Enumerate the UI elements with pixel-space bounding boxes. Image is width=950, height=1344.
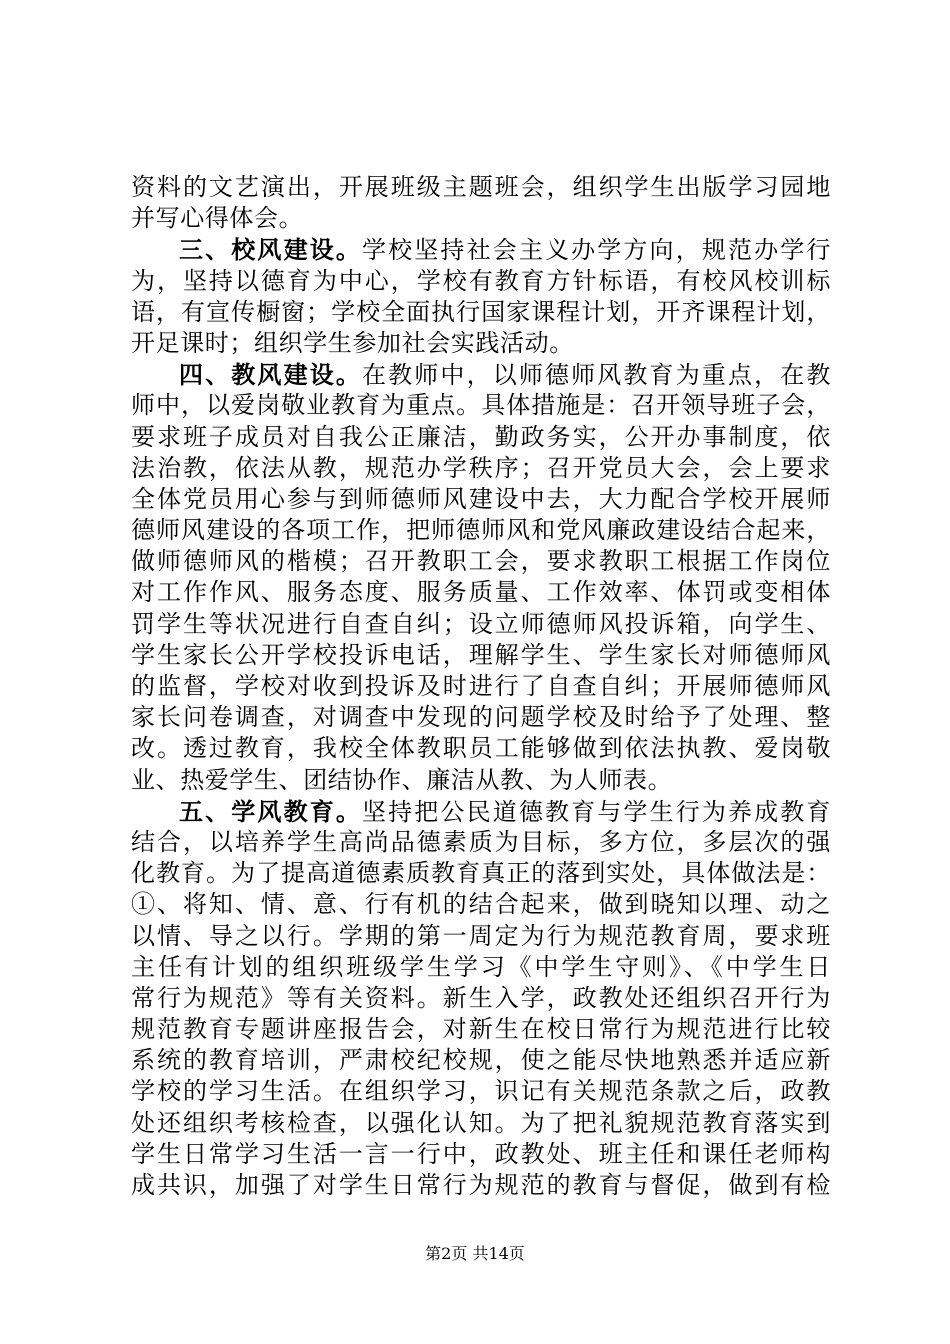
body-text-line	[131, 1139, 831, 1170]
document-body	[131, 172, 831, 1201]
body-text-line	[131, 328, 831, 359]
line-text: 语，有宣传橱窗；学校全面执行国家课程计划，开齐课程计划，	[131, 297, 831, 326]
body-text-line	[131, 1014, 831, 1045]
section-heading: 四、教风建设。	[179, 360, 362, 390]
body-text-line	[131, 733, 831, 764]
body-text-line	[131, 546, 831, 577]
section-heading-line	[131, 234, 831, 265]
line-text: 全体党员用心参与到师德师风建设中去，大力配合学校开展师	[131, 484, 831, 513]
line-text: 家长问卷调查，对调查中发现的问题学校及时给予了处理、整	[131, 703, 831, 732]
line-text: 主任有计划的组织班级学生学习《中学生守则》、《中学生日	[131, 952, 831, 981]
line-text: 学生家长公开学校投诉电话，理解学生、学生家长对师德师风	[131, 640, 831, 669]
body-text-line	[131, 702, 831, 733]
body-text-line	[131, 921, 831, 952]
line-text: 学校的学习生活。在组织学习，识记有关规范条款之后，政教	[131, 1077, 831, 1106]
body-text-line	[131, 952, 831, 983]
line-text: 德师风建设的各项工作，把师德师风和党风廉政建设结合起来，	[131, 516, 831, 545]
line-text: 对工作作风、服务态度、服务质量、工作效率、体罚或变相体	[131, 578, 831, 607]
line-text: 要求班子成员对自我公正廉洁，勤政务实，公开办事制度，依	[131, 422, 831, 451]
body-text-line	[131, 266, 831, 297]
body-text-line	[131, 577, 831, 608]
line-text: 处还组织考核检查，以强化认知。为了把礼貌规范教育落实到	[131, 1108, 831, 1137]
body-text-line	[131, 1170, 831, 1201]
body-text-line	[131, 609, 831, 640]
body-text-line	[131, 297, 831, 328]
line-text: 以情、导之以行。学期的第一周定为行为规范教育周，要求班	[131, 921, 831, 950]
line-text: 为，坚持以德育为中心，学校有教育方针标语，有校风校训标	[131, 266, 831, 295]
body-text-line	[131, 515, 831, 546]
line-text: 开足课时；组织学生参加社会实践活动。	[131, 328, 574, 357]
body-text-line	[131, 1108, 831, 1139]
line-text: 学生日常学习生活一言一行中，政教处、班主任和课任老师构	[131, 1139, 831, 1168]
line-text: 改。透过教育，我校全体教职员工能够做到依法执教、爱岗敬	[131, 734, 831, 763]
line-text: 规范教育专题讲座报告会，对新生在校日常行为规范进行比较	[131, 1015, 831, 1044]
section-heading: 五、学风教育。	[179, 796, 362, 826]
line-text: ①、将知、情、意、行有机的结合起来，做到晓知以理、动之	[131, 890, 831, 919]
body-text-line	[131, 889, 831, 920]
line-text: 做师德师风的楷模；召开教职工会，要求教职工根据工作岗位	[131, 547, 831, 576]
line-text: 成共识，加强了对学生日常行为规范的教育与督促，做到有检	[131, 1171, 831, 1199]
line-text: 在教师中，以师德师风教育为重点，在教	[362, 361, 831, 390]
body-text-line	[131, 827, 831, 858]
line-text: 罚学生等状况进行自查自纠；设立师德师风投诉箱，向学生、	[131, 609, 831, 638]
section-heading: 三、校风建设。	[179, 235, 362, 265]
body-text-line	[131, 453, 831, 484]
body-text-line	[131, 671, 831, 702]
body-text-line	[131, 1045, 831, 1076]
line-text: 师中，以爱岗敬业教育为重点。具体措施是：召开领导班子会，	[131, 391, 831, 420]
line-text: 业、热爱学生、团结协作、廉洁从教、为人师表。	[131, 765, 673, 794]
line-text: 系统的教育培训，严肃校纪校规，使之能尽快地熟悉并适应新	[131, 1046, 831, 1075]
section-heading-line	[131, 796, 831, 827]
line-text: 的监督，学校对收到投诉及时进行了自查自纠；开展师德师风	[131, 672, 831, 700]
body-text-line	[131, 983, 831, 1014]
line-text: 学校坚持社会主义办学方向，规范办学行	[362, 236, 831, 265]
body-text-line	[131, 765, 831, 796]
line-text: 结合，以培养学生高尚品德素质为目标，多方位，多层次的强	[131, 827, 831, 856]
line-text: 法治教，依法从教，规范办学秩序；召开党员大会，会上要求	[131, 453, 831, 482]
body-text-line	[131, 203, 831, 234]
body-text-line	[131, 422, 831, 453]
body-text-line	[131, 1076, 831, 1107]
section-heading-line	[131, 359, 831, 390]
body-text-line	[131, 484, 831, 515]
line-text: 化教育。为了提高道德素质教育真正的落到实处，具体做法是：	[131, 859, 831, 888]
page-number-footer: 第2页 共14页	[425, 1244, 525, 1263]
body-text-line	[131, 390, 831, 421]
body-text-line	[131, 858, 831, 889]
line-text: 坚持把公民道德教育与学生行为养成教育	[362, 797, 831, 826]
line-text: 并写心得体会。	[131, 204, 304, 233]
body-text-line	[131, 172, 831, 203]
line-text: 资料的文艺演出，开展班级主题班会，组织学生出版学习园地	[131, 173, 831, 201]
line-text: 常行为规范》等有关资料。新生入学，政教处还组织召开行为	[131, 983, 831, 1012]
body-text-line	[131, 640, 831, 671]
